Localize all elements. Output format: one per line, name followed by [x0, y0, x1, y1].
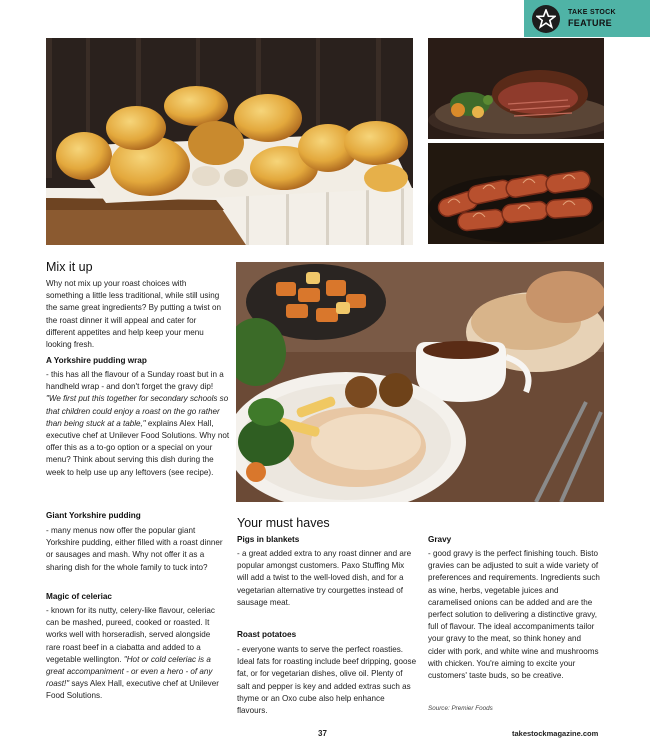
subheading-yorkshire-wrap: A Yorkshire pudding wrap: [46, 356, 147, 365]
badge-line-2: FEATURE: [568, 18, 612, 28]
celeriac-text-1: - known for its nutty, celery-like flavour, celeriac can be mashed, pureed, cooked or roasted. It works well with horseradish, served alongside rare roast beef in a ciabatta and added to a vegetable wellington.: [46, 606, 215, 664]
roast-potatoes-photo: [46, 38, 413, 245]
subheading-roast-potatoes: Roast potatoes: [237, 630, 297, 639]
wrap-text-2: explains Alex Hall, executive chef at Unilever Food Solutions. Why not offer this as a to-go option or a special on your menu? Think about serving this dish during the week to help use up any leftovers (see recipe).: [46, 418, 230, 477]
wrap-text-1: - this has all the flavour of a Sunday roast but in a handheld wrap - and don't forget the gravy dip!: [46, 370, 224, 392]
badge-line-1: TAKE STOCK: [568, 9, 616, 16]
subheading-celeriac: Magic of celeriac: [46, 592, 112, 601]
pigs-in-blankets-photo: [428, 143, 604, 244]
roast-dinner-photo: [236, 262, 604, 502]
subheading-pigs-in-blankets: Pigs in blankets: [237, 535, 300, 544]
wrap-quote: "We first put this together for secondary schools so that children could enjoy a roast on the go rather than being stuck at a table,": [46, 394, 229, 428]
section-title-must-haves: Your must haves: [237, 516, 330, 530]
roast-potatoes-body: - everyone wants to serve the perfect roasties. Ideal fats for roasting include beef dripping, goose fat, or for vegetarian dishes, olive oil. Plenty of salt and pepper is key and added extras such as thyme or an Oxo cube also help enhance flavours.: [237, 645, 417, 716]
roast-beef-photo: [428, 38, 604, 139]
pigs-in-blankets-body: - a great added extra to any roast dinner and are popular amongst customers. Paxo Stuffing Mix will add a twist to the well-loved dish, and for a vegetarian alternative try courgettes instead of sausage meat.: [237, 549, 412, 607]
celeriac-text-2: says Alex Hall, executive chef at Unilever Food Solutions.: [46, 679, 219, 701]
mix-intro: Why not mix up your roast choices with something a little less traditional, while still using the same great ingredients? By putting a twist on the roast dinner it will appeal and cater for different appetites and help keep your menu looking fresh.: [46, 279, 222, 350]
footer-url: takestockmagazine.com: [512, 729, 599, 738]
subheading-giant-yorkshire: Giant Yorkshire pudding: [46, 511, 141, 520]
celeriac-quote: "Hot or cold celeriac is a great accompaniment - or even a hero - of any roast!": [46, 654, 213, 689]
star-icon: [532, 5, 560, 33]
page-number: 37: [318, 729, 327, 738]
subheading-gravy: Gravy: [428, 535, 452, 544]
gravy-body: - good gravy is the perfect finishing touch. Bisto gravies can be adjusted to suit a wide variety of preferences and requirements. Ingredients such as wine, herbs, vegetable juices and caramelised onions can be added and are the perfect solution to delivering a distinctive gravy, full of flavour. The ideal accompaniments tailor your gravy to the meat, so think honey and cider with pork, and white wine and mushrooms with chicken. You're aiming to excite your customers' taste buds, so be creative.: [428, 549, 600, 681]
yorkshire-wrap-body: [46, 369, 230, 479]
section-title-mix-it-up: Mix it up: [46, 260, 93, 274]
celeriac-body: [46, 605, 226, 703]
feature-badge: [524, 0, 650, 37]
giant-yorkshire-body: - many menus now offer the popular giant Yorkshire pudding, either filled with a roast dinner or sausages and mash. Why not offer it as a sharing dish for the whole family to tuck into?: [46, 526, 223, 572]
source-credit: Source: Premier Foods: [428, 705, 493, 712]
